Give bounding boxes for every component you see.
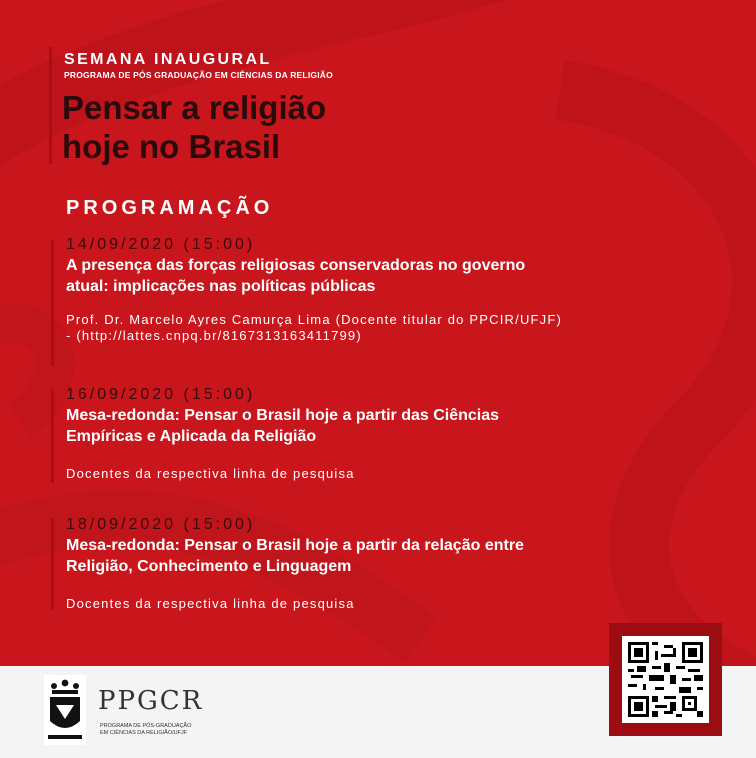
event-speaker: Prof. Dr. Marcelo Ayres Camurça Lima (Docente titular do PPCIR/UFJF) - (http://lattes.cnpq.br/8167313163411799)	[66, 312, 563, 343]
qr-code-icon[interactable]	[628, 642, 703, 717]
event-accent-bar	[51, 240, 54, 366]
event-title: Mesa-redonda: Pensar o Brasil hoje a partir da relação entre Religião, Conhecimento e Linguagem	[66, 537, 524, 575]
event-speaker: Docentes da respectiva linha de pesquisa	[66, 466, 355, 481]
event-title: Mesa-redonda: Pensar o Brasil hoje a partir das Ciências Empíricas e Aplicada da Religião	[66, 407, 500, 445]
qr-code-frame	[609, 623, 722, 736]
event-date: 14/09/2020 (15:00)	[66, 236, 256, 253]
title-line-2: hoje no Brasil	[62, 128, 281, 165]
qr-code-background	[622, 636, 709, 723]
event-title: A presença das forças religiosas conservadoras no governo atual: implicações nas políticas públicas	[66, 257, 526, 295]
logo-caption-line-2: EM CIÊNCIAS DA RELIGIÃO/UFJF	[100, 729, 188, 736]
event-item	[66, 236, 606, 344]
event-date: 16/09/2020 (15:00)	[66, 386, 256, 403]
header-accent-bar	[49, 47, 52, 164]
event-speaker: Docentes da respectiva linha de pesquisa	[66, 596, 355, 611]
event-accent-bar	[51, 389, 54, 483]
title-line-1: Pensar a religião	[62, 89, 327, 126]
university-seal-icon	[44, 675, 86, 745]
event-item	[66, 386, 606, 482]
header-subtitle: PROGRAMA DE PÓS GRADUAÇÃO EM CIÊNCIAS DA RELIGIÃO	[64, 70, 333, 80]
event-date: 18/09/2020 (15:00)	[66, 516, 256, 533]
page-title	[62, 88, 462, 166]
event-accent-bar	[51, 518, 54, 610]
section-heading: PROGRAMAÇÃO	[66, 197, 274, 219]
header-kicker: SEMANA INAUGURAL	[64, 51, 272, 68]
logo-caption-line-1: PROGRAMA DE PÓS-GRADUAÇÃO	[100, 723, 192, 729]
ppgcr-logo-caption	[100, 723, 210, 736]
ppgcr-logo: PPGCR	[98, 686, 204, 716]
event-item	[66, 516, 606, 612]
